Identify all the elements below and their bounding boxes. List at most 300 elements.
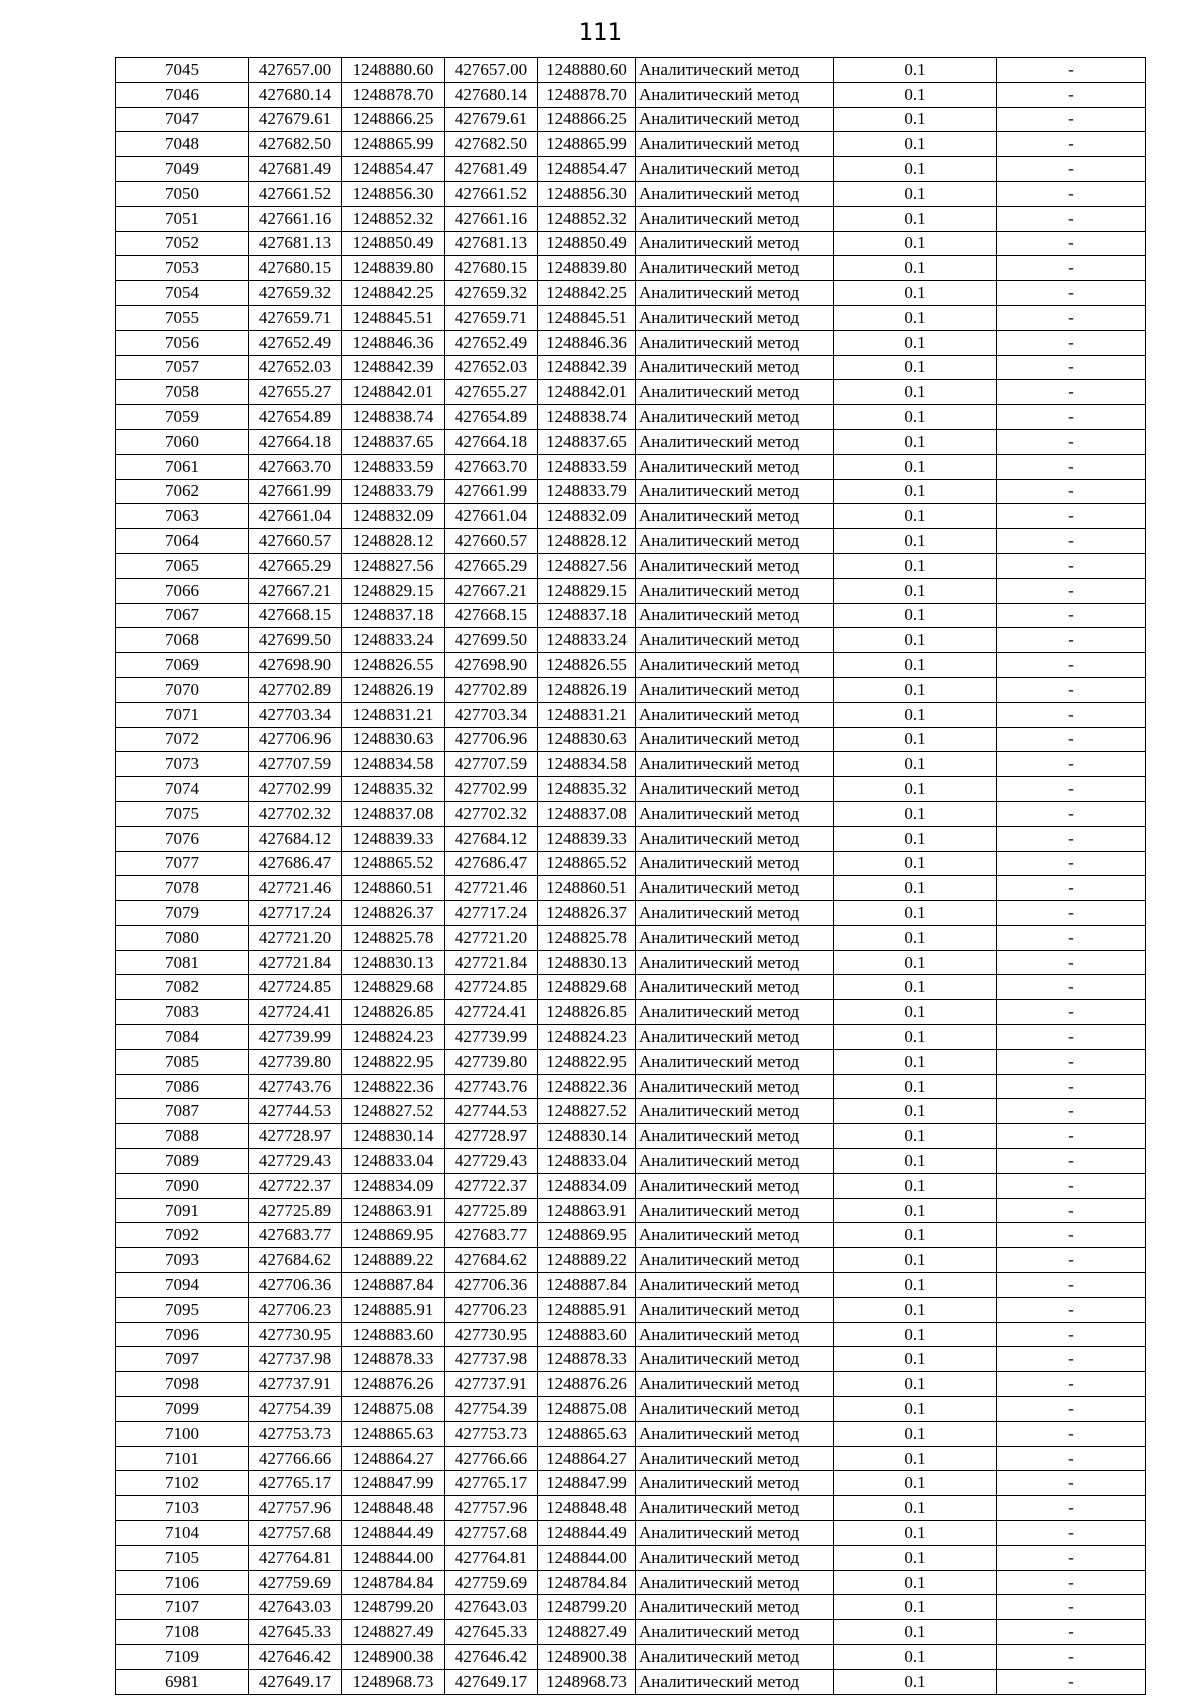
table-row bbox=[116, 950, 1146, 975]
note-cell: - bbox=[997, 1595, 1146, 1620]
x-new-cell: 427721.46 bbox=[445, 876, 538, 901]
point-number-cell: 7064 bbox=[116, 529, 249, 554]
table-row bbox=[116, 107, 1146, 132]
method-cell: Аналитический метод bbox=[636, 1025, 834, 1050]
x-new-cell: 427654.89 bbox=[445, 405, 538, 430]
accuracy-cell: 0.1 bbox=[834, 305, 997, 330]
y-new-cell: 1248880.60 bbox=[538, 58, 636, 83]
point-number-cell: 6981 bbox=[116, 1669, 249, 1694]
accuracy-cell: 0.1 bbox=[834, 777, 997, 802]
accuracy-cell: 0.1 bbox=[834, 1273, 997, 1298]
x-old-cell: 427664.18 bbox=[249, 429, 342, 454]
table-row bbox=[116, 1000, 1146, 1025]
x-new-cell: 427753.73 bbox=[445, 1421, 538, 1446]
method-cell: Аналитический метод bbox=[636, 826, 834, 851]
accuracy-cell: 0.1 bbox=[834, 107, 997, 132]
point-number-cell: 7068 bbox=[116, 628, 249, 653]
method-cell: Аналитический метод bbox=[636, 1322, 834, 1347]
note-cell: - bbox=[997, 256, 1146, 281]
method-cell: Аналитический метод bbox=[636, 925, 834, 950]
note-cell: - bbox=[997, 1198, 1146, 1223]
accuracy-cell: 0.1 bbox=[834, 380, 997, 405]
y-new-cell: 1248832.09 bbox=[538, 504, 636, 529]
accuracy-cell: 0.1 bbox=[834, 281, 997, 306]
y-new-cell: 1248875.08 bbox=[538, 1397, 636, 1422]
y-old-cell: 1248784.84 bbox=[342, 1570, 445, 1595]
y-new-cell: 1248865.99 bbox=[538, 132, 636, 157]
method-cell: Аналитический метод bbox=[636, 1570, 834, 1595]
x-new-cell: 427698.90 bbox=[445, 653, 538, 678]
point-number-cell: 7093 bbox=[116, 1248, 249, 1273]
x-old-cell: 427681.13 bbox=[249, 231, 342, 256]
y-old-cell: 1248827.56 bbox=[342, 553, 445, 578]
x-old-cell: 427654.89 bbox=[249, 405, 342, 430]
note-cell: - bbox=[997, 925, 1146, 950]
method-cell: Аналитический метод bbox=[636, 950, 834, 975]
y-old-cell: 1248799.20 bbox=[342, 1595, 445, 1620]
x-old-cell: 427659.32 bbox=[249, 281, 342, 306]
y-new-cell: 1248878.33 bbox=[538, 1347, 636, 1372]
method-cell: Аналитический метод bbox=[636, 281, 834, 306]
y-new-cell: 1248824.23 bbox=[538, 1025, 636, 1050]
y-new-cell: 1248863.91 bbox=[538, 1198, 636, 1223]
x-new-cell: 427680.15 bbox=[445, 256, 538, 281]
y-old-cell: 1248844.00 bbox=[342, 1545, 445, 1570]
x-old-cell: 427680.14 bbox=[249, 82, 342, 107]
method-cell: Аналитический метод bbox=[636, 206, 834, 231]
table-row bbox=[116, 305, 1146, 330]
method-cell: Аналитический метод bbox=[636, 752, 834, 777]
x-new-cell: 427659.32 bbox=[445, 281, 538, 306]
point-number-cell: 7104 bbox=[116, 1521, 249, 1546]
accuracy-cell: 0.1 bbox=[834, 1149, 997, 1174]
table-row bbox=[116, 1049, 1146, 1074]
y-new-cell: 1248826.55 bbox=[538, 653, 636, 678]
table-row bbox=[116, 553, 1146, 578]
point-number-cell: 7098 bbox=[116, 1372, 249, 1397]
table-row bbox=[116, 653, 1146, 678]
y-old-cell: 1248839.80 bbox=[342, 256, 445, 281]
x-new-cell: 427702.99 bbox=[445, 777, 538, 802]
note-cell: - bbox=[997, 132, 1146, 157]
y-old-cell: 1248864.27 bbox=[342, 1446, 445, 1471]
point-number-cell: 7060 bbox=[116, 429, 249, 454]
note-cell: - bbox=[997, 603, 1146, 628]
table-row bbox=[116, 1297, 1146, 1322]
accuracy-cell: 0.1 bbox=[834, 206, 997, 231]
y-old-cell: 1248842.39 bbox=[342, 355, 445, 380]
method-cell: Аналитический метод bbox=[636, 578, 834, 603]
x-new-cell: 427721.20 bbox=[445, 925, 538, 950]
x-new-cell: 427681.49 bbox=[445, 157, 538, 182]
note-cell: - bbox=[997, 876, 1146, 901]
x-new-cell: 427646.42 bbox=[445, 1645, 538, 1670]
accuracy-cell: 0.1 bbox=[834, 1223, 997, 1248]
y-old-cell: 1248833.59 bbox=[342, 454, 445, 479]
y-old-cell: 1248876.26 bbox=[342, 1372, 445, 1397]
y-new-cell: 1248831.21 bbox=[538, 702, 636, 727]
x-new-cell: 427724.41 bbox=[445, 1000, 538, 1025]
y-new-cell: 1248834.58 bbox=[538, 752, 636, 777]
x-new-cell: 427707.59 bbox=[445, 752, 538, 777]
y-old-cell: 1248834.09 bbox=[342, 1173, 445, 1198]
x-old-cell: 427706.23 bbox=[249, 1297, 342, 1322]
note-cell: - bbox=[997, 1446, 1146, 1471]
method-cell: Аналитический метод bbox=[636, 479, 834, 504]
y-new-cell: 1248865.52 bbox=[538, 851, 636, 876]
note-cell: - bbox=[997, 454, 1146, 479]
table-row bbox=[116, 1124, 1146, 1149]
method-cell: Аналитический метод bbox=[636, 851, 834, 876]
y-new-cell: 1248847.99 bbox=[538, 1471, 636, 1496]
x-new-cell: 427757.96 bbox=[445, 1496, 538, 1521]
y-new-cell: 1248876.26 bbox=[538, 1372, 636, 1397]
table-row bbox=[116, 1595, 1146, 1620]
point-number-cell: 7078 bbox=[116, 876, 249, 901]
x-new-cell: 427645.33 bbox=[445, 1620, 538, 1645]
table-row bbox=[116, 1347, 1146, 1372]
point-number-cell: 7094 bbox=[116, 1273, 249, 1298]
point-number-cell: 7106 bbox=[116, 1570, 249, 1595]
method-cell: Аналитический метод bbox=[636, 1223, 834, 1248]
point-number-cell: 7082 bbox=[116, 975, 249, 1000]
point-number-cell: 7095 bbox=[116, 1297, 249, 1322]
x-old-cell: 427753.73 bbox=[249, 1421, 342, 1446]
accuracy-cell: 0.1 bbox=[834, 1347, 997, 1372]
table-row bbox=[116, 1645, 1146, 1670]
table-row bbox=[116, 1173, 1146, 1198]
note-cell: - bbox=[997, 677, 1146, 702]
x-new-cell: 427683.77 bbox=[445, 1223, 538, 1248]
x-old-cell: 427699.50 bbox=[249, 628, 342, 653]
y-new-cell: 1248829.68 bbox=[538, 975, 636, 1000]
y-new-cell: 1248835.32 bbox=[538, 777, 636, 802]
x-old-cell: 427645.33 bbox=[249, 1620, 342, 1645]
point-number-cell: 7053 bbox=[116, 256, 249, 281]
y-new-cell: 1248837.08 bbox=[538, 801, 636, 826]
x-old-cell: 427721.46 bbox=[249, 876, 342, 901]
table-row bbox=[116, 876, 1146, 901]
x-new-cell: 427661.04 bbox=[445, 504, 538, 529]
point-number-cell: 7079 bbox=[116, 901, 249, 926]
table-row bbox=[116, 851, 1146, 876]
method-cell: Аналитический метод bbox=[636, 107, 834, 132]
table-row bbox=[116, 1570, 1146, 1595]
y-old-cell: 1248900.38 bbox=[342, 1645, 445, 1670]
point-number-cell: 7055 bbox=[116, 305, 249, 330]
point-number-cell: 7109 bbox=[116, 1645, 249, 1670]
method-cell: Аналитический метод bbox=[636, 1496, 834, 1521]
y-new-cell: 1248968.73 bbox=[538, 1669, 636, 1694]
x-new-cell: 427649.17 bbox=[445, 1669, 538, 1694]
point-number-cell: 7076 bbox=[116, 826, 249, 851]
note-cell: - bbox=[997, 1521, 1146, 1546]
x-old-cell: 427721.20 bbox=[249, 925, 342, 950]
x-old-cell: 427707.59 bbox=[249, 752, 342, 777]
x-old-cell: 427652.03 bbox=[249, 355, 342, 380]
x-new-cell: 427655.27 bbox=[445, 380, 538, 405]
method-cell: Аналитический метод bbox=[636, 1000, 834, 1025]
point-number-cell: 7063 bbox=[116, 504, 249, 529]
y-new-cell: 1248827.49 bbox=[538, 1620, 636, 1645]
note-cell: - bbox=[997, 1570, 1146, 1595]
note-cell: - bbox=[997, 1099, 1146, 1124]
y-old-cell: 1248831.21 bbox=[342, 702, 445, 727]
table-row bbox=[116, 727, 1146, 752]
point-number-cell: 7059 bbox=[116, 405, 249, 430]
x-old-cell: 427729.43 bbox=[249, 1149, 342, 1174]
method-cell: Аналитический метод bbox=[636, 1421, 834, 1446]
x-new-cell: 427754.39 bbox=[445, 1397, 538, 1422]
note-cell: - bbox=[997, 1372, 1146, 1397]
y-old-cell: 1248830.63 bbox=[342, 727, 445, 752]
y-old-cell: 1248863.91 bbox=[342, 1198, 445, 1223]
point-number-cell: 7067 bbox=[116, 603, 249, 628]
x-new-cell: 427730.95 bbox=[445, 1322, 538, 1347]
table-row bbox=[116, 231, 1146, 256]
y-new-cell: 1248865.63 bbox=[538, 1421, 636, 1446]
note-cell: - bbox=[997, 826, 1146, 851]
accuracy-cell: 0.1 bbox=[834, 132, 997, 157]
x-old-cell: 427660.57 bbox=[249, 529, 342, 554]
accuracy-cell: 0.1 bbox=[834, 950, 997, 975]
method-cell: Аналитический метод bbox=[636, 1173, 834, 1198]
accuracy-cell: 0.1 bbox=[834, 330, 997, 355]
point-number-cell: 7077 bbox=[116, 851, 249, 876]
note-cell: - bbox=[997, 727, 1146, 752]
x-new-cell: 427661.52 bbox=[445, 181, 538, 206]
y-new-cell: 1248827.52 bbox=[538, 1099, 636, 1124]
point-number-cell: 7047 bbox=[116, 107, 249, 132]
x-old-cell: 427706.36 bbox=[249, 1273, 342, 1298]
accuracy-cell: 0.1 bbox=[834, 1446, 997, 1471]
x-new-cell: 427665.29 bbox=[445, 553, 538, 578]
note-cell: - bbox=[997, 529, 1146, 554]
y-new-cell: 1248822.95 bbox=[538, 1049, 636, 1074]
y-new-cell: 1248839.33 bbox=[538, 826, 636, 851]
note-cell: - bbox=[997, 628, 1146, 653]
note-cell: - bbox=[997, 1496, 1146, 1521]
y-new-cell: 1248833.79 bbox=[538, 479, 636, 504]
table-body bbox=[116, 58, 1146, 1695]
y-new-cell: 1248826.85 bbox=[538, 1000, 636, 1025]
note-cell: - bbox=[997, 1149, 1146, 1174]
note-cell: - bbox=[997, 777, 1146, 802]
point-number-cell: 7061 bbox=[116, 454, 249, 479]
accuracy-cell: 0.1 bbox=[834, 405, 997, 430]
method-cell: Аналитический метод bbox=[636, 157, 834, 182]
table-row bbox=[116, 702, 1146, 727]
x-old-cell: 427728.97 bbox=[249, 1124, 342, 1149]
x-new-cell: 427682.50 bbox=[445, 132, 538, 157]
note-cell: - bbox=[997, 1545, 1146, 1570]
x-old-cell: 427679.61 bbox=[249, 107, 342, 132]
point-number-cell: 7091 bbox=[116, 1198, 249, 1223]
table-row bbox=[116, 132, 1146, 157]
note-cell: - bbox=[997, 1000, 1146, 1025]
x-new-cell: 427765.17 bbox=[445, 1471, 538, 1496]
table-row bbox=[116, 826, 1146, 851]
table-row bbox=[116, 1322, 1146, 1347]
y-new-cell: 1248842.39 bbox=[538, 355, 636, 380]
y-new-cell: 1248887.84 bbox=[538, 1273, 636, 1298]
accuracy-cell: 0.1 bbox=[834, 157, 997, 182]
x-old-cell: 427739.99 bbox=[249, 1025, 342, 1050]
table-row bbox=[116, 1149, 1146, 1174]
x-new-cell: 427702.32 bbox=[445, 801, 538, 826]
accuracy-cell: 0.1 bbox=[834, 1322, 997, 1347]
x-new-cell: 427724.85 bbox=[445, 975, 538, 1000]
y-old-cell: 1248842.25 bbox=[342, 281, 445, 306]
table-row bbox=[116, 281, 1146, 306]
point-number-cell: 7070 bbox=[116, 677, 249, 702]
point-number-cell: 7088 bbox=[116, 1124, 249, 1149]
accuracy-cell: 0.1 bbox=[834, 58, 997, 83]
method-cell: Аналитический метод bbox=[636, 504, 834, 529]
point-number-cell: 7103 bbox=[116, 1496, 249, 1521]
accuracy-cell: 0.1 bbox=[834, 529, 997, 554]
x-old-cell: 427739.80 bbox=[249, 1049, 342, 1074]
table-row bbox=[116, 256, 1146, 281]
x-old-cell: 427724.85 bbox=[249, 975, 342, 1000]
y-old-cell: 1248848.48 bbox=[342, 1496, 445, 1521]
note-cell: - bbox=[997, 429, 1146, 454]
y-old-cell: 1248833.79 bbox=[342, 479, 445, 504]
x-old-cell: 427757.68 bbox=[249, 1521, 342, 1546]
accuracy-cell: 0.1 bbox=[834, 1421, 997, 1446]
table-row bbox=[116, 1471, 1146, 1496]
table-row bbox=[116, 628, 1146, 653]
method-cell: Аналитический метод bbox=[636, 1372, 834, 1397]
accuracy-cell: 0.1 bbox=[834, 702, 997, 727]
y-old-cell: 1248822.95 bbox=[342, 1049, 445, 1074]
accuracy-cell: 0.1 bbox=[834, 454, 997, 479]
y-new-cell: 1248830.13 bbox=[538, 950, 636, 975]
note-cell: - bbox=[997, 1074, 1146, 1099]
y-new-cell: 1248784.84 bbox=[538, 1570, 636, 1595]
x-old-cell: 427683.77 bbox=[249, 1223, 342, 1248]
y-new-cell: 1248830.14 bbox=[538, 1124, 636, 1149]
y-old-cell: 1248865.99 bbox=[342, 132, 445, 157]
method-cell: Аналитический метод bbox=[636, 1471, 834, 1496]
table-row bbox=[116, 355, 1146, 380]
note-cell: - bbox=[997, 1124, 1146, 1149]
y-old-cell: 1248847.99 bbox=[342, 1471, 445, 1496]
note-cell: - bbox=[997, 1347, 1146, 1372]
x-old-cell: 427681.49 bbox=[249, 157, 342, 182]
y-new-cell: 1248878.70 bbox=[538, 82, 636, 107]
table-row bbox=[116, 677, 1146, 702]
x-old-cell: 427730.95 bbox=[249, 1322, 342, 1347]
table-row bbox=[116, 1099, 1146, 1124]
method-cell: Аналитический метод bbox=[636, 429, 834, 454]
table-row bbox=[116, 578, 1146, 603]
note-cell: - bbox=[997, 330, 1146, 355]
x-new-cell: 427737.91 bbox=[445, 1372, 538, 1397]
x-old-cell: 427643.03 bbox=[249, 1595, 342, 1620]
method-cell: Аналитический метод bbox=[636, 1545, 834, 1570]
note-cell: - bbox=[997, 702, 1146, 727]
x-old-cell: 427744.53 bbox=[249, 1099, 342, 1124]
y-old-cell: 1248854.47 bbox=[342, 157, 445, 182]
y-old-cell: 1248826.55 bbox=[342, 653, 445, 678]
note-cell: - bbox=[997, 58, 1146, 83]
accuracy-cell: 0.1 bbox=[834, 653, 997, 678]
accuracy-cell: 0.1 bbox=[834, 429, 997, 454]
y-new-cell: 1248828.12 bbox=[538, 529, 636, 554]
table-row bbox=[116, 975, 1146, 1000]
y-new-cell: 1248834.09 bbox=[538, 1173, 636, 1198]
point-number-cell: 7107 bbox=[116, 1595, 249, 1620]
x-old-cell: 427722.37 bbox=[249, 1173, 342, 1198]
accuracy-cell: 0.1 bbox=[834, 256, 997, 281]
y-new-cell: 1248839.80 bbox=[538, 256, 636, 281]
accuracy-cell: 0.1 bbox=[834, 1570, 997, 1595]
y-old-cell: 1248968.73 bbox=[342, 1669, 445, 1694]
x-new-cell: 427766.66 bbox=[445, 1446, 538, 1471]
x-new-cell: 427661.16 bbox=[445, 206, 538, 231]
x-new-cell: 427757.68 bbox=[445, 1521, 538, 1546]
point-number-cell: 7086 bbox=[116, 1074, 249, 1099]
y-old-cell: 1248835.32 bbox=[342, 777, 445, 802]
point-number-cell: 7054 bbox=[116, 281, 249, 306]
method-cell: Аналитический метод bbox=[636, 58, 834, 83]
note-cell: - bbox=[997, 1322, 1146, 1347]
y-new-cell: 1248842.25 bbox=[538, 281, 636, 306]
y-old-cell: 1248833.24 bbox=[342, 628, 445, 653]
method-cell: Аналитический метод bbox=[636, 1248, 834, 1273]
point-number-cell: 7075 bbox=[116, 801, 249, 826]
method-cell: Аналитический метод bbox=[636, 628, 834, 653]
method-cell: Аналитический метод bbox=[636, 777, 834, 802]
accuracy-cell: 0.1 bbox=[834, 1049, 997, 1074]
y-new-cell: 1248885.91 bbox=[538, 1297, 636, 1322]
y-old-cell: 1248834.58 bbox=[342, 752, 445, 777]
method-cell: Аналитический метод bbox=[636, 1397, 834, 1422]
y-new-cell: 1248850.49 bbox=[538, 231, 636, 256]
method-cell: Аналитический метод bbox=[636, 231, 834, 256]
x-new-cell: 427643.03 bbox=[445, 1595, 538, 1620]
y-old-cell: 1248845.51 bbox=[342, 305, 445, 330]
note-cell: - bbox=[997, 1645, 1146, 1670]
x-old-cell: 427646.42 bbox=[249, 1645, 342, 1670]
x-old-cell: 427661.04 bbox=[249, 504, 342, 529]
method-cell: Аналитический метод bbox=[636, 82, 834, 107]
y-new-cell: 1248842.01 bbox=[538, 380, 636, 405]
x-old-cell: 427649.17 bbox=[249, 1669, 342, 1694]
y-new-cell: 1248825.78 bbox=[538, 925, 636, 950]
y-old-cell: 1248822.36 bbox=[342, 1074, 445, 1099]
y-new-cell: 1248883.60 bbox=[538, 1322, 636, 1347]
x-new-cell: 427725.89 bbox=[445, 1198, 538, 1223]
point-number-cell: 7056 bbox=[116, 330, 249, 355]
point-number-cell: 7074 bbox=[116, 777, 249, 802]
x-new-cell: 427764.81 bbox=[445, 1545, 538, 1570]
x-old-cell: 427717.24 bbox=[249, 901, 342, 926]
note-cell: - bbox=[997, 1223, 1146, 1248]
y-new-cell: 1248864.27 bbox=[538, 1446, 636, 1471]
accuracy-cell: 0.1 bbox=[834, 752, 997, 777]
x-new-cell: 427703.34 bbox=[445, 702, 538, 727]
method-cell: Аналитический метод bbox=[636, 355, 834, 380]
x-new-cell: 427717.24 bbox=[445, 901, 538, 926]
y-old-cell: 1248860.51 bbox=[342, 876, 445, 901]
y-new-cell: 1248837.18 bbox=[538, 603, 636, 628]
y-old-cell: 1248837.18 bbox=[342, 603, 445, 628]
y-old-cell: 1248833.04 bbox=[342, 1149, 445, 1174]
y-new-cell: 1248846.36 bbox=[538, 330, 636, 355]
x-old-cell: 427682.50 bbox=[249, 132, 342, 157]
